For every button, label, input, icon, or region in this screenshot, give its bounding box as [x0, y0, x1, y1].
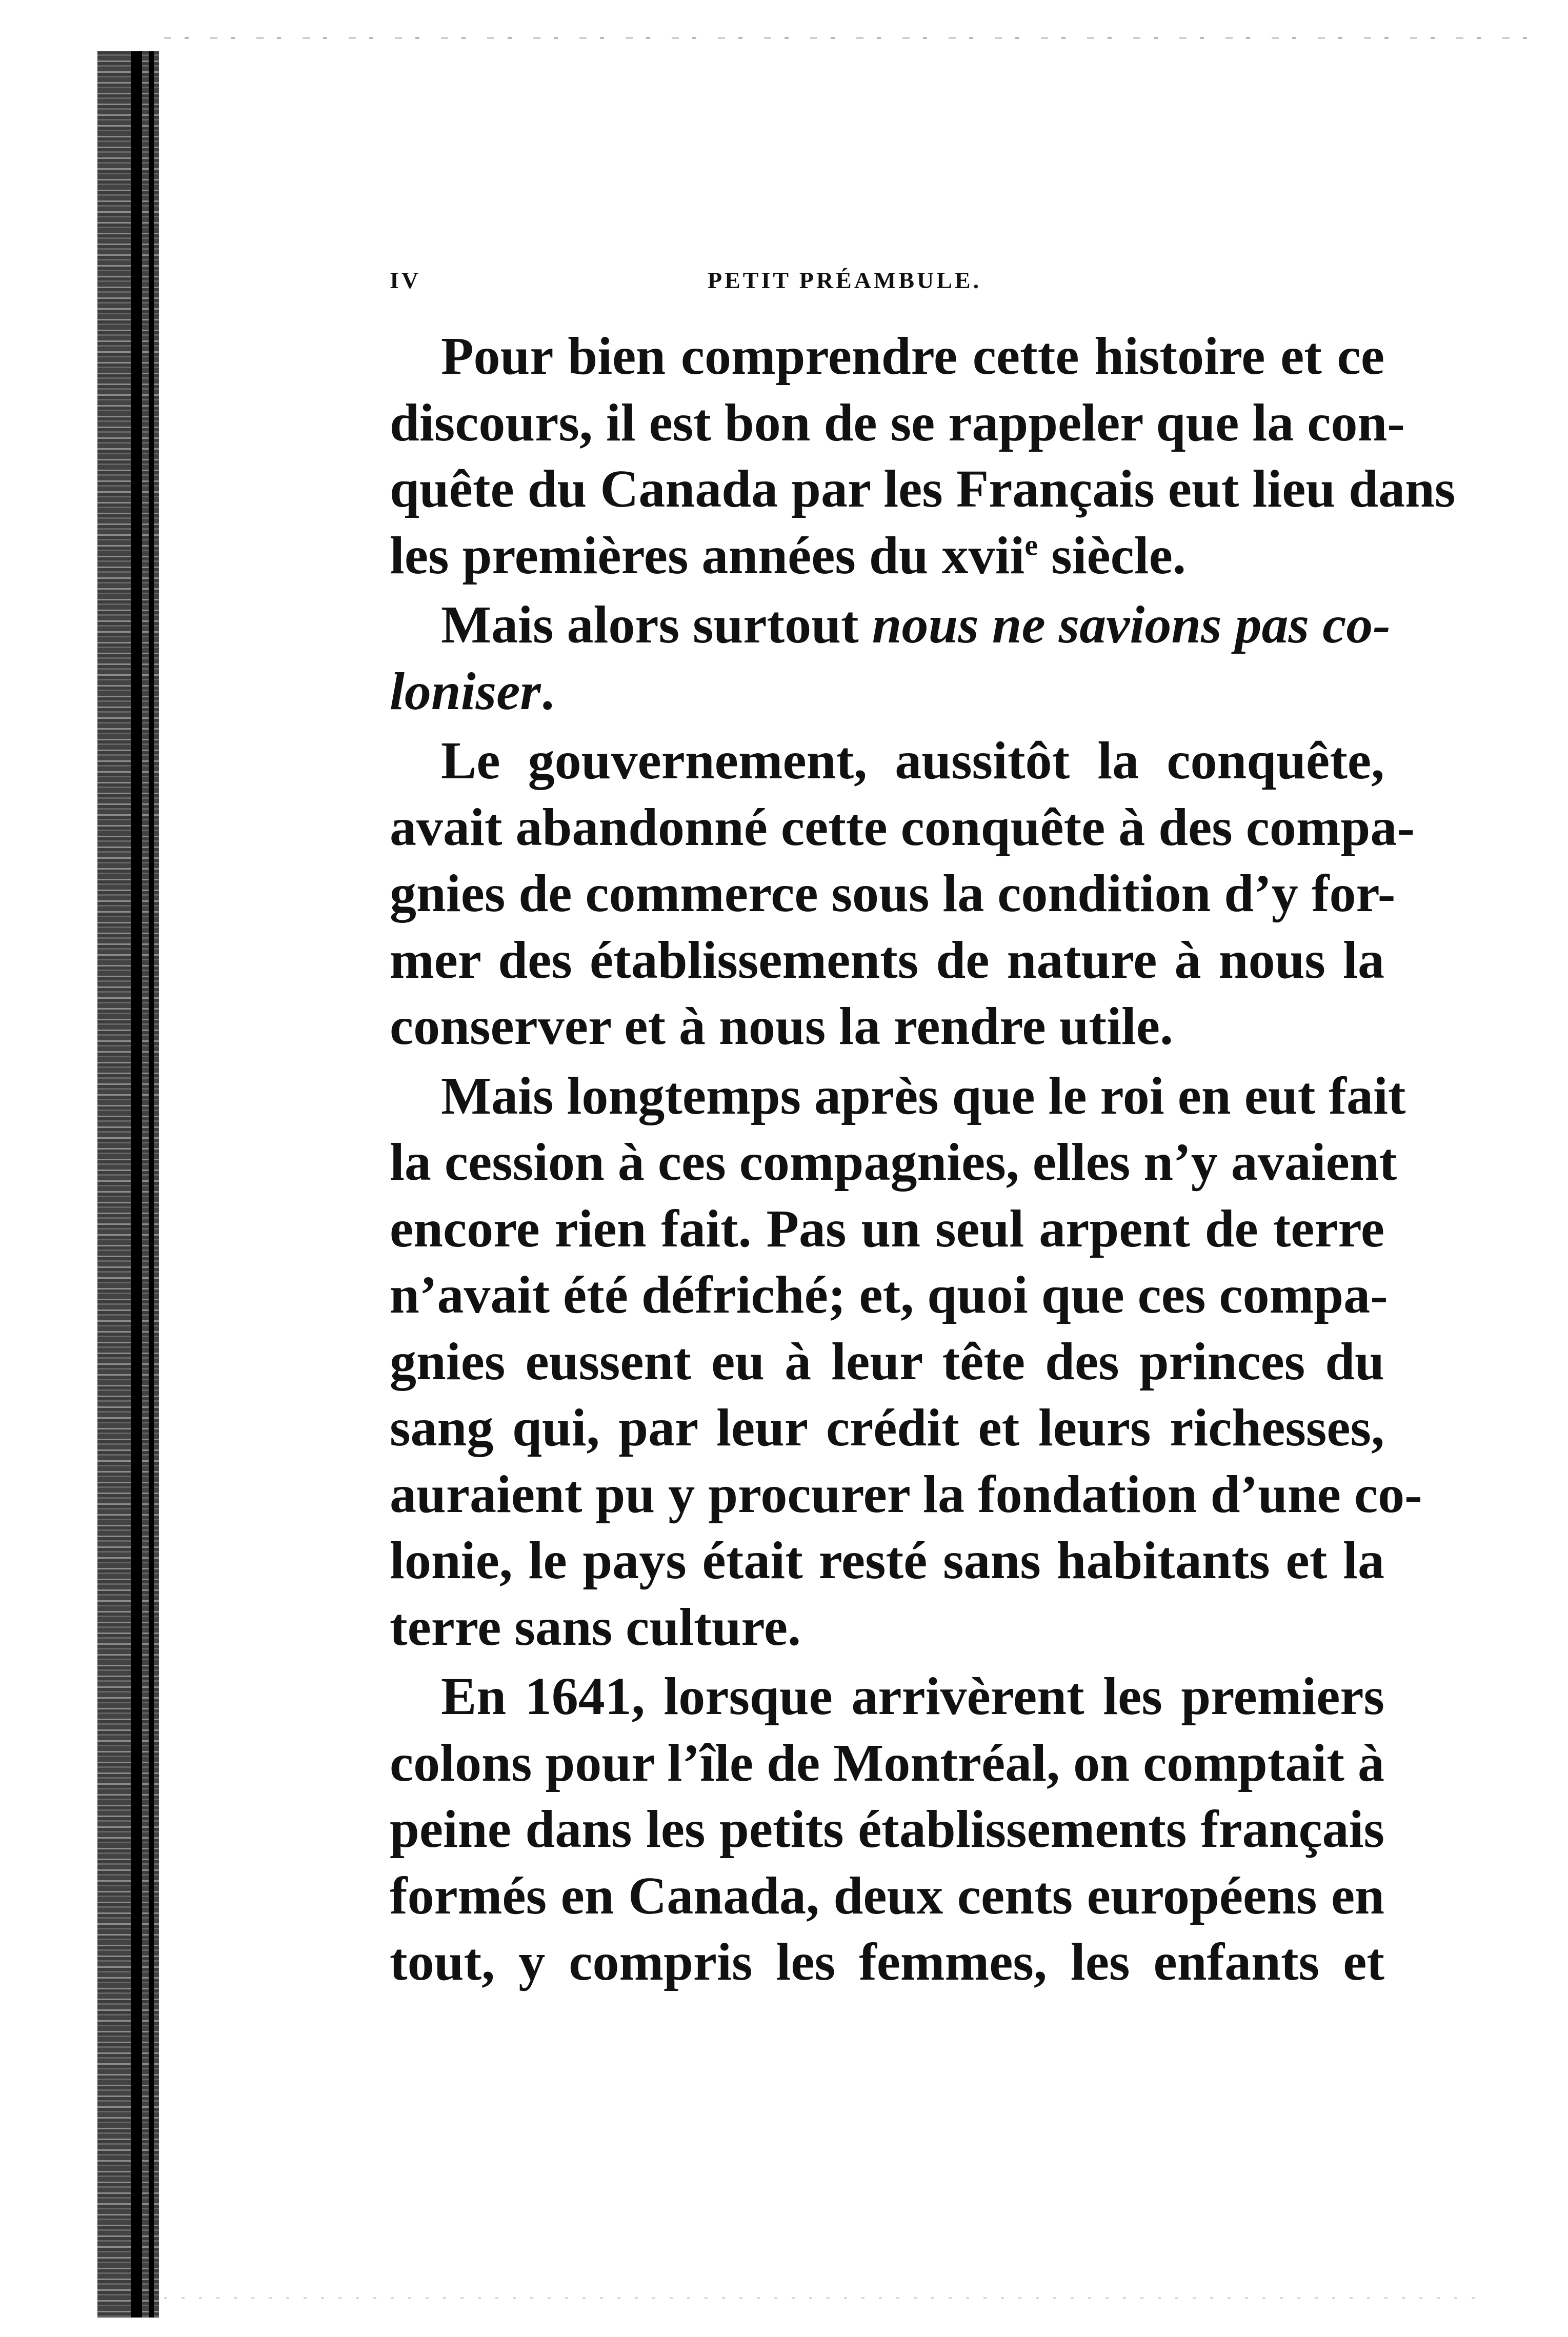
text-line: sang qui, par leur crédit et leurs richesses,: [390, 1398, 1384, 1457]
binding-rule-inner: [149, 51, 154, 2318]
paragraph-3: [390, 728, 1415, 1060]
page-header: [390, 267, 1384, 313]
text-line: quête du Canada par les Français eut lieu dans: [390, 459, 1456, 518]
running-title: PETIT PRÉAMBULE.: [708, 267, 982, 293]
scan-noise-top: [164, 37, 1538, 39]
text-line: terre sans culture.: [390, 1597, 801, 1657]
text-line: Pour bien comprendre cette histoire et ce: [441, 327, 1384, 386]
text-line: discours, il est bon de se rappeler que la con-: [390, 393, 1405, 452]
text-line: mer des établissements de nature à nous la: [390, 930, 1384, 990]
paragraph-4: [390, 1063, 1422, 1661]
text-line: [390, 522, 1384, 589]
superscript: e: [1024, 528, 1038, 561]
page-number: IV: [390, 267, 421, 293]
text-line: tout, y compris les femmes, les enfants et: [390, 1932, 1384, 1991]
text-line: n’avait été défriché; et, quoi que ces compa-: [390, 1265, 1388, 1324]
italic-text: loniser: [390, 661, 541, 721]
text-line: gnies de commerce sous la condition d’y for-: [390, 864, 1396, 923]
book-page: [390, 267, 1456, 1999]
text-line: colons pour l’île de Montréal, on comptait à: [390, 1733, 1384, 1792]
text-segment: Mais alors surtout: [441, 595, 872, 654]
text-line: auraient pu y procurer la fondation d’une co-: [390, 1464, 1422, 1524]
text-line: En 1641, lorsque arrivèrent les premiers: [441, 1667, 1384, 1726]
text-line: Mais longtemps après que le roi en eut fait: [441, 1066, 1406, 1125]
text-segment: les premières années du xvii: [390, 526, 1025, 585]
text-line: peine dans les petits établissements français: [390, 1800, 1384, 1859]
text-line: conserver et à nous la rendre utile.: [390, 997, 1174, 1056]
text-segment: .: [540, 661, 554, 721]
text-line: encore rien fait. Pas un seul arpent de terre: [390, 1199, 1384, 1258]
text-line: gnies eussent eu à leur tête des princes du: [390, 1332, 1384, 1391]
scan-noise-bottom: [164, 2297, 1477, 2299]
text-line: formés en Canada, deux cents européens en: [390, 1866, 1384, 1925]
body-text: [390, 323, 1456, 1996]
binding-rule: [131, 51, 142, 2318]
text-line: avait abandonné cette conquête à des compa-: [390, 797, 1415, 857]
text-line: lonie, le pays était resté sans habitants et la: [390, 1531, 1384, 1590]
paragraph-1: [390, 323, 1456, 589]
paragraph-5: [390, 1663, 1384, 1996]
italic-text: nous ne savions pas co-: [872, 595, 1391, 654]
paragraph-2: [390, 592, 1391, 724]
text-segment: siècle.: [1038, 526, 1186, 585]
text-line: Le gouvernement, aussitôt la conquête,: [441, 731, 1384, 790]
text-line: la cession à ces compagnies, elles n’y avaient: [390, 1133, 1397, 1192]
text-line: [390, 658, 1384, 725]
text-line: [390, 592, 1391, 658]
